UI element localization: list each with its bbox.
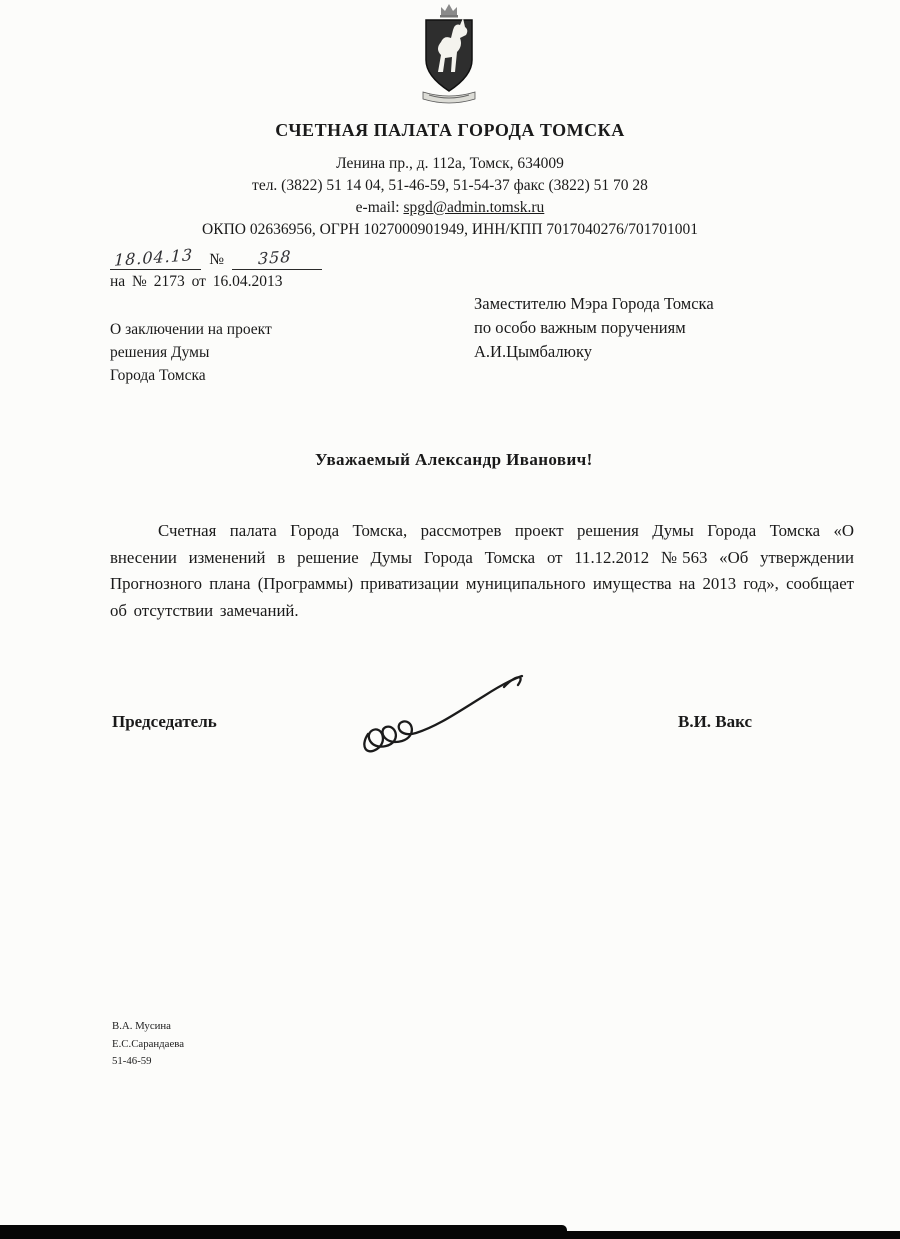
salutation: Уважаемый Александр Иванович! [315, 450, 593, 469]
org-codes: ОКПО 02636956, ОГРН 1027000901949, ИНН/КПП 7017040276/701701001 [202, 221, 698, 238]
subject-line: О заключении на проект [110, 321, 272, 338]
reference-block [110, 245, 322, 291]
outgoing-number-line [110, 245, 322, 270]
org-address: Ленина пр., д. 112а, Томск, 634009 [336, 155, 564, 172]
letterhead [0, 153, 900, 241]
signer-name: В.И. Вакс [678, 712, 753, 731]
executor-phone: 51-46-59 [112, 1055, 152, 1067]
handwritten-number: 358 [257, 246, 293, 269]
org-name: СЧЕТНАЯ ПАЛАТА ГОРОДА ТОМСКА [275, 120, 625, 140]
handwritten-number-slot [232, 248, 322, 270]
addressee-line: по особо важным поручениям [474, 318, 686, 337]
email-address: spgd@admin.tomsk.ru [403, 199, 545, 216]
scan-artifact-bar [0, 1225, 567, 1239]
subject-line: решения Думы [110, 344, 210, 361]
email-label: e-mail: [355, 199, 404, 216]
letter-body: Счетная палата Города Томска, рассмотрев проект решения Думы Города Томска «О внесении изменений в решение Думы Города Томска от 11.12.2012 №563 «Об утверждении Прогнозного плана (Программы) приватизации муниципального имущества на 2013 год», сообщает об отсутствии замечаний. [110, 521, 854, 620]
handwritten-date: 18.04.13 [113, 245, 194, 270]
executor-block [112, 1018, 184, 1071]
subject-block [110, 318, 272, 387]
executor-name: Е.С.Сарандаева [112, 1037, 184, 1050]
reply-reference: на № 2173 от 16.04.2013 [110, 273, 283, 290]
org-phones: тел. (3822) 51 14 04, 51-46-59, 51-54-37 факс (3822) 51 70 28 [252, 177, 648, 194]
addressee-line: Заместителю Мэра Города Томска [474, 294, 714, 313]
addressee-block [474, 292, 714, 364]
signer-title: Председатель [112, 712, 217, 731]
signature-scribble-icon [352, 672, 547, 772]
addressee-line: А.И.Цымбалюку [474, 342, 592, 361]
tomsk-coat-of-arms-icon [415, 2, 485, 111]
number-sign-label: № [209, 251, 225, 268]
executor-name: В.А. Мусина [112, 1020, 171, 1032]
org-email-line [0, 197, 900, 219]
subject-line: Города Томска [110, 367, 206, 384]
handwritten-date-slot [110, 245, 201, 270]
